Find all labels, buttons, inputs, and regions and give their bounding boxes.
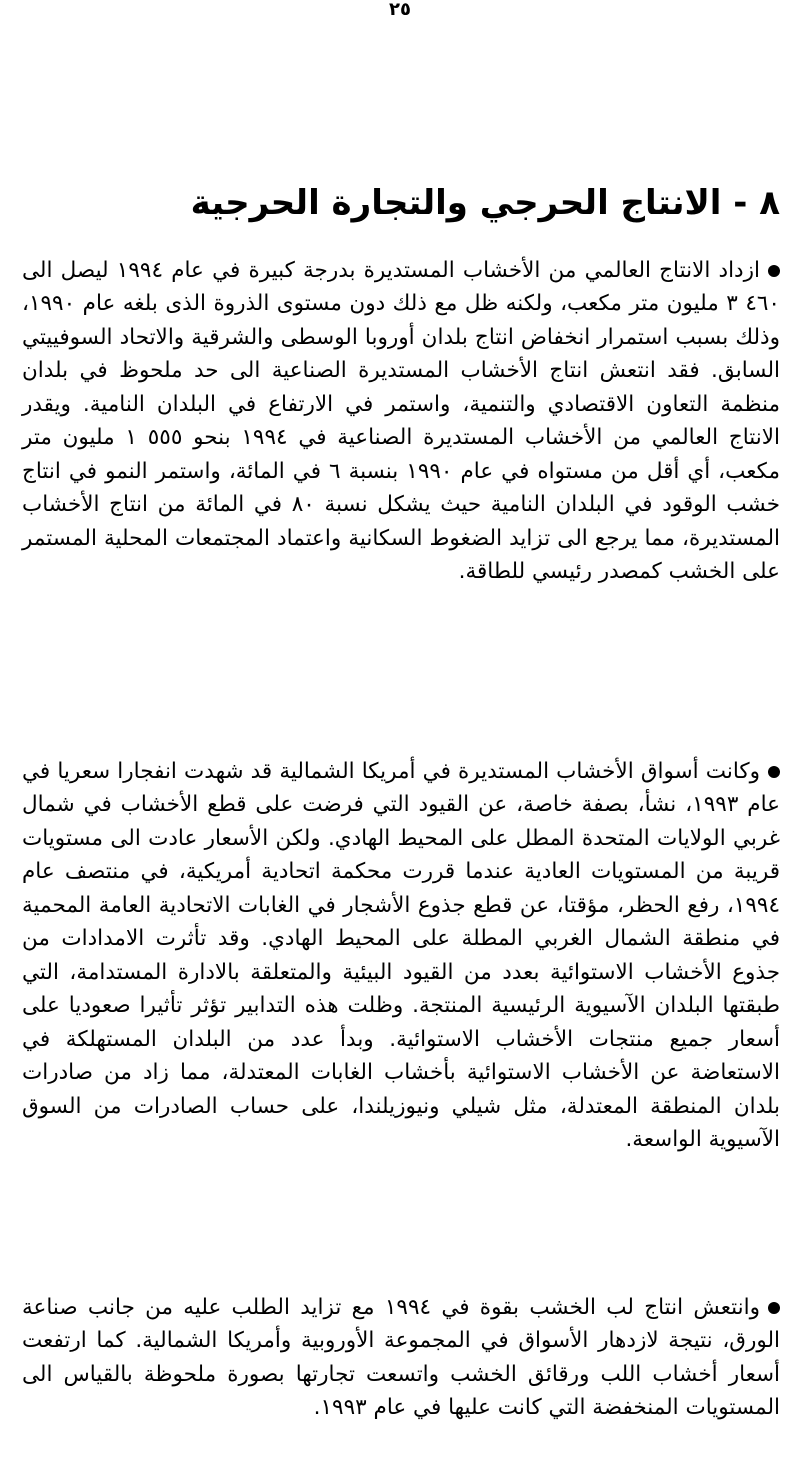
paragraph-2-text: وكانت أسواق الأخشاب المستديرة في أمريكا الشمالية قد شهدت انفجارا سعريا في عام ١٩٩٣، نشأ، بصفة خاصة، عن القيود التي فرضت على قطع الأخشاب في شمال غربي الولايات المتحدة المطل على المحيط الهادي. ولكن الأسعار عادت الى مستويات قريبة من المستويات العادية عندما قررت محكمة اتحادية أمريكية، في منتصف عام ١٩٩٤، رفع الحظر، مؤقتا، عن قطع جذوع الأشجار في الغابات الاتحادية العامة المحمية في منطقة الشمال الغربي المطلة على المحيط الهادي. وقد تأثرت الامدادات من جذوع الأخشاب الاستوائية بعدد من القيود البيئية والمتعلقة بالادارة المستدامة، التي طبقتها البلدان الآسيوية الرئيسية المنتجة. وظلت هذه التدابير تؤثر تأثيرا صعوديا على أسعار جميع منتجات الأخشاب الاستوائية. وبدأ عدد من البلدان المستهلكة في الاستعاضة عن الأخشاب الاستوائية بأخشاب الغابات المعتدلة، مما زاد من صادرات بلدان المنطقة المعتدلة، مثل شيلي ونيوزيلندا، على حساب الصادرات من السوق الآسيوية الواسعة. [22, 758, 781, 1152]
paragraph-1-text: ازداد الانتاج العالمي من الأخشاب المستديرة بدرجة كبيرة في عام ١٩٩٤ ليصل الى ٤٦٠ ٣ مليون متر مكعب، ولكنه ظل مع ذلك دون مستوى الذروة الذى بلغه عام ١٩٩٠، وذلك بسبب استمرار انخفاض انتاج بلدان أوروبا الوسطى والشرقية والاتحاد السوفييتي السابق. فقد انتعش انتاج الأخشاب المستديرة الصناعية الى حد ملحوظ في بلدان منظمة التعاون الاقتصادي والتنمية، واستمر في الارتفاع في البلدان النامية. ويقدر الانتاج العالمي من الأخشاب المستديرة الصناعية في ١٩٩٤ بنحو ٥٥٥ ١ مليون متر مكعب، أي أقل من مستواه في عام ١٩٩٠ بنسبة ٦ في المائة، واستمر النمو في انتاج خشب الوقود في البلدان النامية حيث يشكل نسبة ٨٠ في المائة من انتاج الأخشاب المستديرة، مما يرجع الى تزايد الضغوط السكانية واعتماد المجتمعات المحلية المستمر على الخشب كمصدر رئيسي للطاقة. [22, 257, 781, 584]
paragraph-1 [22, 254, 780, 589]
bullet-icon [768, 766, 780, 778]
paragraph-2 [22, 755, 780, 1157]
section-heading: ٨ - الانتاج الحرجي والتجارة الحرجية [190, 182, 780, 223]
paragraph-3-text: وانتعش انتاج لب الخشب بقوة في ١٩٩٤ مع تزايد الطلب عليه من جانب صناعة الورق، نتيجة لازدهار الأسواق في المجموعة الأوروبية وأمريكا الشمالية. كما ارتفعت أسعار أخشاب اللب ورقائق الخشب واتسعت تجارتها بصورة ملحوظة بالقياس الى المستويات المنخفضة التي كانت عليها في عام ١٩٩٣. [22, 1294, 780, 1420]
bullet-icon [768, 265, 780, 277]
bullet-icon [768, 1302, 780, 1314]
page-number: ٢٥ [389, 0, 411, 20]
paragraph-3 [22, 1291, 780, 1425]
